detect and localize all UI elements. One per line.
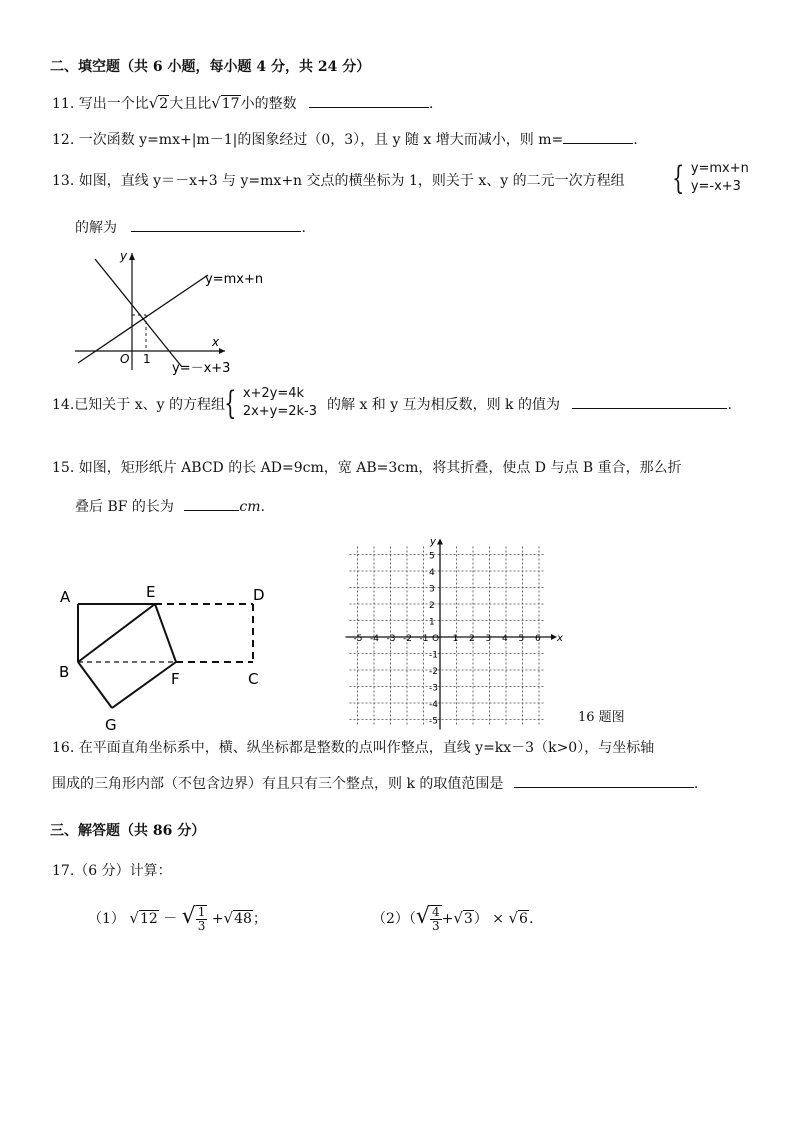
q16-x-tick-label: 2 bbox=[469, 634, 475, 644]
q14-equation-system bbox=[222, 385, 317, 421]
q16-x-tick-label: 1 bbox=[452, 634, 459, 644]
q13-x-label: x bbox=[212, 335, 220, 349]
q15-text: 如图，矩形纸片 ABCD 的长 AD=9cm，宽 AB=3cm，将其折叠，使点 D 与点 B 重合，那么折 bbox=[78, 460, 682, 476]
section-2-heading: 二、填空题（共 6 小题，每小题 4 分，共 24 分） bbox=[50, 59, 371, 75]
q12-answer-blank[interactable] bbox=[563, 131, 633, 144]
question-14 bbox=[52, 396, 225, 414]
q16-y-tick-label: -4 bbox=[429, 700, 438, 710]
q16-x-tick-label: -5 bbox=[353, 634, 363, 644]
q16-line2 bbox=[52, 775, 698, 793]
q13-label-bottom: y=－x+3 bbox=[172, 361, 231, 375]
q15-edge-BE bbox=[78, 604, 155, 662]
q15-label-C: C bbox=[248, 670, 259, 688]
q13-origin-label: O bbox=[120, 352, 130, 366]
q17-part-2 bbox=[372, 897, 533, 939]
q13-equation-system bbox=[670, 160, 749, 196]
q15-label-A: A bbox=[60, 588, 71, 606]
q16-y-tick-label: 4 bbox=[429, 568, 435, 578]
q11-post: 小的整数 bbox=[240, 96, 297, 112]
q15-figure bbox=[55, 580, 285, 740]
q14-pre: 已知关于 x、y 的方程组 bbox=[74, 397, 225, 413]
q16-y-tick-label: 3 bbox=[429, 584, 435, 595]
q14-answer-blank[interactable] bbox=[572, 396, 727, 409]
q13-y-label: y bbox=[120, 249, 128, 263]
q16-answer-blank[interactable] bbox=[514, 775, 694, 788]
q16-x-tick-label: -3 bbox=[386, 634, 396, 644]
q17-p2-sqrt-frac: √ $\frac{4}{3}$ bbox=[415, 904, 440, 933]
question-13 bbox=[52, 172, 625, 190]
q15-label-F: F bbox=[171, 670, 180, 688]
q13-text: 如图，直线 y＝－x+3 与 y=mx+n 交点的横坐标为 1，则关于 x、y 的二元一次方程组 bbox=[78, 173, 625, 189]
q14-eq1: x+2y=4k bbox=[242, 386, 305, 401]
q15-answer-blank[interactable] bbox=[184, 498, 239, 511]
q17-p2-sqrt-3: √3 bbox=[453, 909, 473, 927]
q16-y-tick-label: 1 bbox=[429, 617, 435, 628]
q17-p1-label: （1） bbox=[88, 911, 125, 927]
q17-p2-label: （2） bbox=[372, 911, 409, 927]
q13-line2 bbox=[75, 219, 306, 237]
q17-p1-plus: + bbox=[211, 911, 224, 927]
q16-line2-text: 围成的三角形内部（不包含边界）有且只有三个整点，则 k 的取值范围是 bbox=[52, 776, 504, 792]
q11-end: . bbox=[429, 96, 434, 112]
q13-eq1: y=mx+n bbox=[690, 161, 749, 176]
q15-unit: cm bbox=[239, 499, 261, 515]
q16-x-tick-label: -4 bbox=[370, 634, 379, 644]
q13-answer-prefix: 的解为 bbox=[75, 220, 117, 236]
q16-end: . bbox=[693, 776, 699, 792]
q12-end: . bbox=[633, 132, 638, 148]
q16-x-tick-label: -2 bbox=[403, 634, 412, 644]
q15-edge-EF bbox=[155, 604, 176, 662]
question-11 bbox=[52, 94, 434, 113]
q11-sqrt-2: √2 bbox=[148, 94, 169, 112]
q16-y-arrow bbox=[437, 539, 443, 545]
q16-grid-figure bbox=[340, 520, 570, 730]
q16-x-tick-label: O bbox=[432, 634, 440, 644]
q17-part-1 bbox=[88, 897, 267, 939]
q14-post bbox=[327, 396, 732, 414]
q13-y-arrow bbox=[129, 253, 135, 260]
q15-line2 bbox=[75, 498, 265, 516]
q15-edge-BG bbox=[78, 662, 112, 708]
question-15 bbox=[52, 459, 682, 477]
q17-p1-sqrt-12: √12 bbox=[129, 909, 158, 927]
q14-end: . bbox=[727, 397, 732, 413]
q11-mid: 大且比 bbox=[169, 96, 212, 112]
q17-p2-close: ） bbox=[473, 911, 488, 927]
q16-x-tick-label: 4 bbox=[502, 634, 508, 644]
section-3-heading: 三、解答题（共 86 分） bbox=[50, 823, 206, 839]
q17-p1-sqrt-48: √48 bbox=[223, 909, 252, 927]
q12-number: 12. bbox=[52, 132, 75, 148]
q17-label: （6 分）计算： bbox=[74, 863, 172, 879]
q17-p2-end: . bbox=[528, 911, 534, 927]
q17-p1-end: ； bbox=[252, 911, 267, 927]
q14-eq2: 2x+y=2k-3 bbox=[242, 404, 318, 419]
question-16 bbox=[52, 739, 654, 757]
question-12 bbox=[52, 131, 638, 149]
q17-number: 17. bbox=[52, 863, 75, 879]
q14-number: 14. bbox=[52, 397, 75, 413]
q17-p2-sqrt-6: √6 bbox=[508, 909, 528, 927]
q16-y-tick-label: 2 bbox=[429, 601, 435, 611]
q15-end: . bbox=[260, 499, 265, 515]
q15-label-G: G bbox=[105, 716, 117, 734]
q13-x-arrow bbox=[219, 348, 225, 354]
q13-line-mx bbox=[78, 275, 208, 363]
q16-y-tick-label: -3 bbox=[429, 683, 438, 694]
q16-y-label: y bbox=[430, 536, 436, 548]
q15-label-B: B bbox=[59, 663, 70, 681]
q17-p1-sqrt-frac: √ $\frac{1}{3}$ bbox=[181, 904, 206, 933]
q13-figure bbox=[70, 245, 300, 375]
q16-x-tick-label: -1 bbox=[419, 634, 429, 644]
q16-y-tick-label: 5 bbox=[429, 551, 435, 562]
q15-edge-GF bbox=[112, 662, 176, 708]
q16-x-tick-label: 6 bbox=[535, 634, 541, 644]
q11-pre: 写出一个比 bbox=[78, 96, 149, 112]
q14-brace: { bbox=[224, 384, 237, 422]
q15-line2-text: 叠后 BF 的长为 bbox=[75, 499, 174, 515]
q17-p2-times: × bbox=[492, 911, 504, 927]
q13-eq2: y=-x+3 bbox=[690, 179, 741, 194]
q13-answer-blank[interactable] bbox=[131, 219, 301, 232]
q13-one-label: 1 bbox=[143, 352, 151, 366]
question-17 bbox=[52, 862, 172, 880]
q13-end: . bbox=[301, 220, 306, 236]
q15-number: 15. bbox=[52, 460, 75, 476]
q15-label-E: E bbox=[146, 583, 156, 601]
q16-y-tick-label: -5 bbox=[429, 716, 438, 727]
q14-post-text: 的解 x 和 y 互为相反数，则 k 的值为 bbox=[327, 397, 560, 413]
q16-figure-caption: 16 题图 bbox=[578, 710, 625, 725]
q16-y-tick-label: -1 bbox=[429, 650, 438, 661]
q16-text: 在平面直角坐标系中，横、纵坐标都是整数的点叫作整点，直线 y=kx－3（k>0），与坐标轴 bbox=[78, 740, 655, 756]
q11-sqrt-17: √17 bbox=[211, 94, 240, 112]
q17-p1-minus: － bbox=[163, 911, 178, 927]
q16-x-label: x bbox=[557, 633, 563, 644]
q16-x-tick-label: 3 bbox=[485, 634, 492, 644]
q11-answer-blank[interactable] bbox=[309, 95, 429, 108]
q16-number: 16. bbox=[52, 740, 75, 756]
q11-number: 11. bbox=[52, 96, 75, 112]
q16-x-tick-label: 5 bbox=[518, 634, 525, 644]
q13-number: 13. bbox=[52, 173, 75, 189]
q15-label-D: D bbox=[253, 586, 265, 604]
q12-text: 一次函数 y=mx+|m－1|的图象经过（0，3），且 y 随 x 增大而减小，则 m= bbox=[78, 132, 564, 148]
q17-p2-open: （ bbox=[408, 911, 416, 927]
q13-label-top: y=mx+n bbox=[205, 272, 264, 287]
q17-p2-plus: + bbox=[441, 911, 454, 927]
q13-brace: { bbox=[672, 159, 685, 197]
q16-y-tick-label: -2 bbox=[429, 667, 438, 677]
